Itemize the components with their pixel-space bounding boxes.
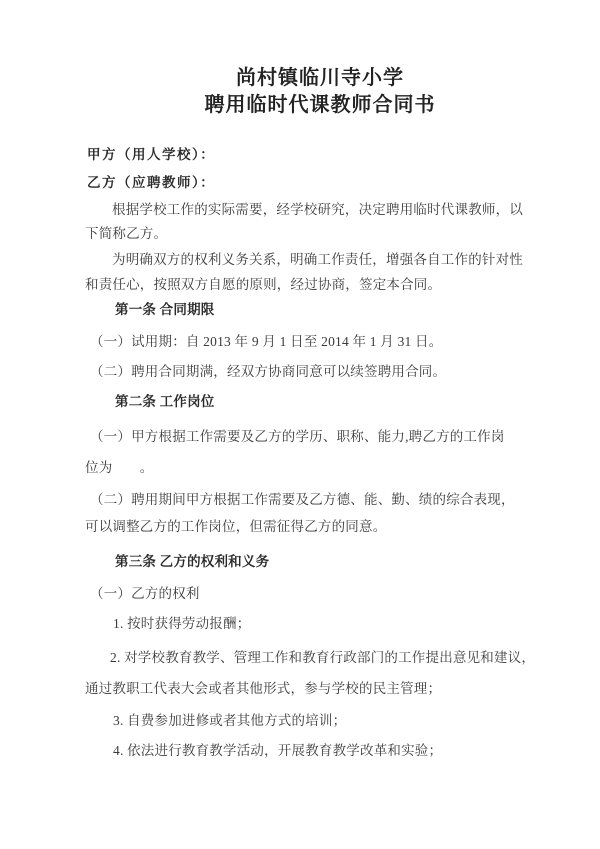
article-1-item-1: （一）试用期：自 2013 年 9 月 1 日至 2014 年 1 月 31 日。 <box>90 334 443 349</box>
party-b-label: 乙方（应聘教师）： <box>87 175 216 190</box>
intro-paragraph-2-line-1: 为明确双方的权利义务关系，明确工作责任，增强各自工作的针对性 <box>112 252 523 267</box>
intro-paragraph-1-line-2: 下简称乙方。 <box>85 226 168 241</box>
document-title-contract: 聘用临时代课教师合同书 <box>204 94 436 116</box>
article-3-subheading-rights: （一）乙方的权利 <box>90 586 200 601</box>
intro-paragraph-2-line-2: 和责任心，按照双方自愿的原则，经过协商，签定本合同。 <box>85 277 442 292</box>
party-a-label: 甲方（用人学校）： <box>87 147 216 162</box>
article-3-right-item-2-line-2: 通过教职工代表大会或者其他形式，参与学校的民主管理； <box>85 681 442 696</box>
article-3-right-item-4: 4. 依法进行教育教学活动，开展教育教学改革和实验； <box>113 743 443 758</box>
article-2-heading: 第二条 工作岗位 <box>115 394 215 409</box>
article-3-right-item-1: 1. 按时获得劳动报酬； <box>113 616 251 631</box>
article-1-item-2: （二）聘用合同期满，经双方协商同意可以续签聘用合同。 <box>90 364 447 379</box>
article-2-item-1-line-1: （一）甲方根据工作需要及乙方的学历、职称、能力,聘乙方的工作岗 <box>90 429 505 444</box>
article-2-item-2-line-2: 可以调整乙方的工作岗位，但需征得乙方的同意。 <box>85 519 387 534</box>
article-3-right-item-3: 3. 自费参加进修或者其他方式的培训； <box>113 713 347 728</box>
article-2-item-1-line-2: 位为 。 <box>85 460 154 475</box>
intro-paragraph-1-line-1: 根据学校工作的实际需要，经学校研究，决定聘用临时代课教师，以 <box>112 202 523 217</box>
article-3-heading: 第三条 乙方的权利和义务 <box>115 554 270 569</box>
article-2-item-2-line-1: （二）聘用期间甲方根据工作需要及乙方德、能、勤、绩的综合表现， <box>90 492 515 507</box>
article-3-right-item-2-line-1: 2. 对学校教育教学、管理工作和教育行政部门的工作提出意见和建议， <box>110 650 536 665</box>
document-title-school: 尚村镇临川寺小学 <box>236 67 404 89</box>
article-1-heading: 第一条 合同期限 <box>115 302 215 317</box>
